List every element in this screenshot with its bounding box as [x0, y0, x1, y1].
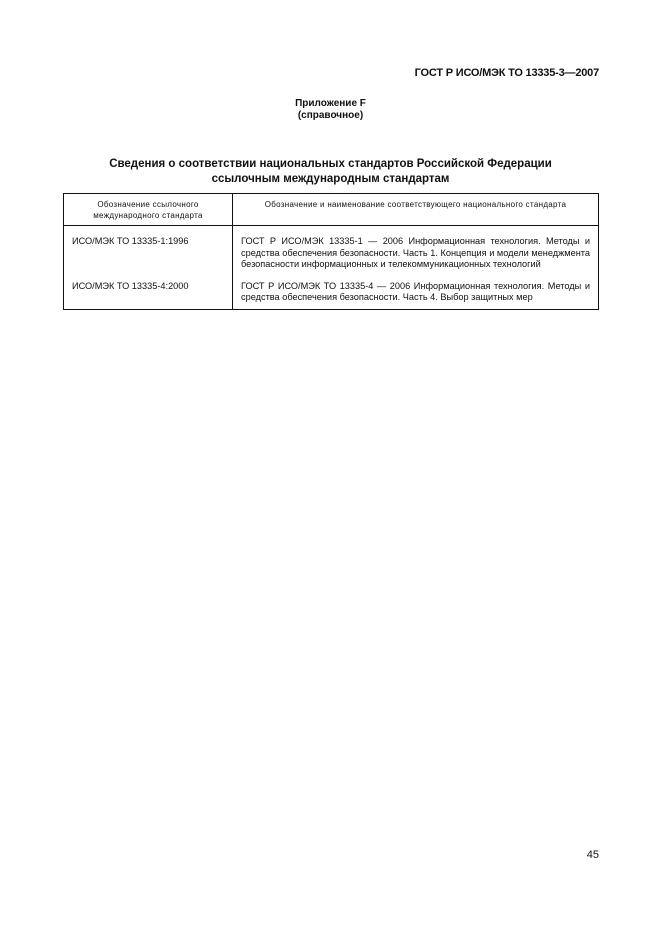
section-title-line-2: ссылочным международным стандартам: [211, 173, 450, 185]
cell-national-standard: ГОСТ Р ИСО/МЭК 13335-1 — 2006 Информационная технология. Методы и средства обеспечения безопасности. Часть 1. Концепция и модели менеджмента безопасности информационных и телекоммуникационных технологий: [233, 226, 599, 278]
column-header-international: Обозначение ссылочного международного стандарта: [64, 194, 233, 226]
section-title: [0, 157, 661, 187]
cell-international-standard: ИСО/МЭК ТО 13335-1:1996: [64, 226, 233, 278]
section-title-line-1: Сведения о соответствии национальных стандартов Российской Федерации: [109, 158, 552, 170]
table-row: [64, 226, 599, 278]
column-header-national: Обозначение и наименование соответствующего национального стандарта: [233, 194, 599, 226]
table-header-row: [64, 194, 599, 226]
annex-kind: (справочное): [297, 110, 364, 121]
annex-title: Приложение F: [295, 98, 366, 109]
cell-international-standard: ИСО/МЭК ТО 13335-4:2000: [64, 278, 233, 310]
cell-national-standard: ГОСТ Р ИСО/МЭК ТО 13335-4 — 2006 Информационная технология. Методы и средства обеспечения безопасности. Часть 4. Выбор защитных мер: [233, 278, 599, 310]
table-row: [64, 278, 599, 310]
correspondence-table: [63, 193, 599, 310]
page-number: 45: [586, 849, 599, 861]
document-code: ГОСТ Р ИСО/МЭК ТО 13335-3—2007: [414, 67, 599, 79]
annex-heading: [0, 98, 661, 122]
